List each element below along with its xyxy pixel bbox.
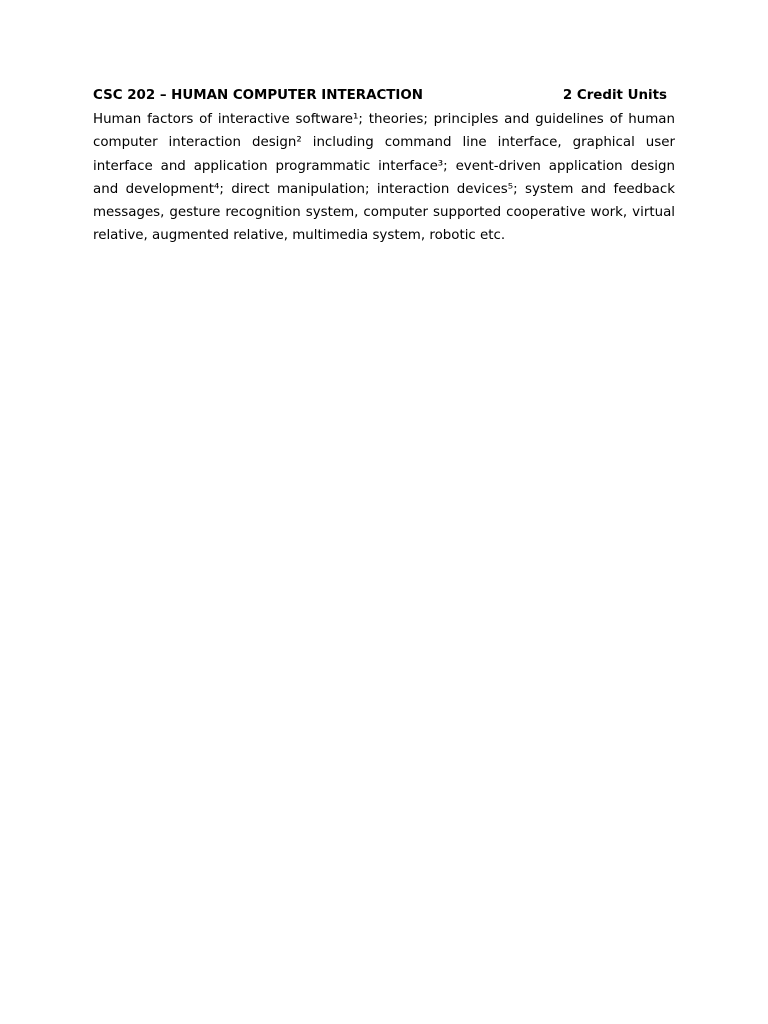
course-description: Human factors of interactive software¹; theories; principles and guidelines of human computer interaction design² including command line interface, graphical user interface and application programmatic interface³; event-driven application design and development⁴; direct manipulation; interaction devices⁵; system and feedback messages, gesture recognition system, computer supported cooperative work, virtual relative, augmented relative, multimedia system, robotic etc. [93,112,675,244]
course-title: CSC 202 – HUMAN COMPUTER INTERACTION [93,88,423,103]
credit-units: 2 Credit Units [562,88,667,103]
course-entry [93,85,675,248]
course-heading [93,85,675,106]
